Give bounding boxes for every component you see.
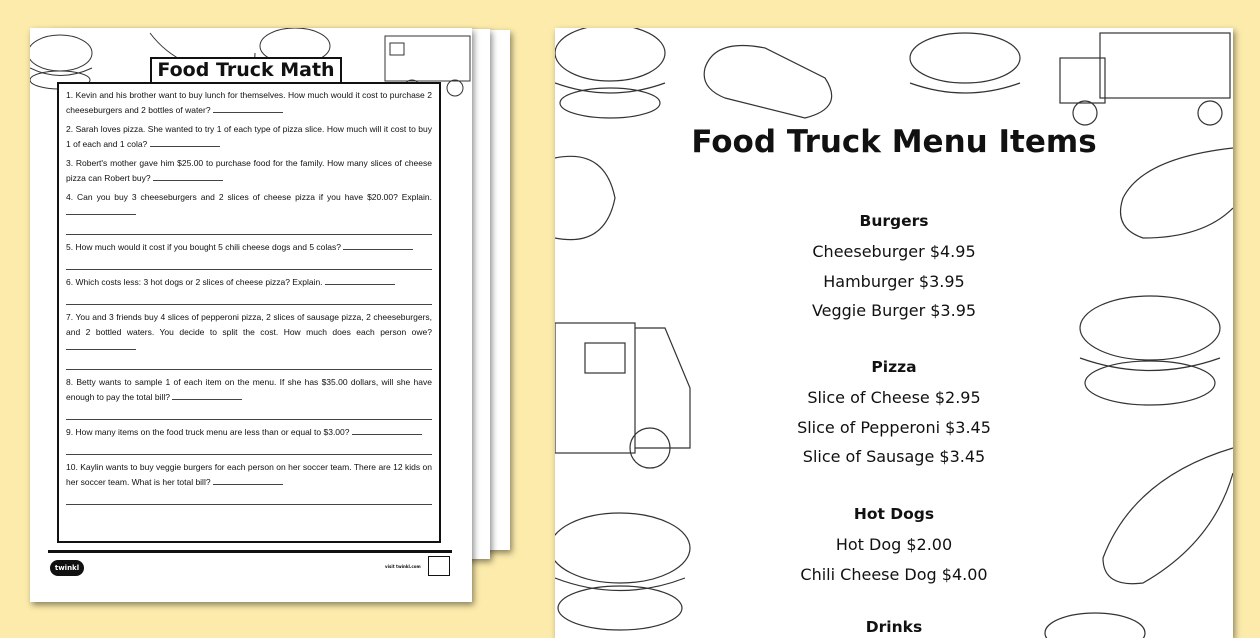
question-text: 8. Betty wants to sample 1 of each item on the menu. If she has $35.00 dollars, will she have enough to pay the total bill? <box>66 377 432 402</box>
menu-section <box>555 505 1233 589</box>
question-text: 2. Sarah loves pizza. She wanted to try 1 of each type of pizza slice. How much will it cost to buy 1 of each and 1 cola? <box>66 124 432 149</box>
menu-section <box>555 358 1233 472</box>
answer-line[interactable] <box>172 392 242 400</box>
menu-section-heading: Burgers <box>859 212 929 230</box>
question-item <box>66 122 432 152</box>
answer-line[interactable] <box>66 224 432 235</box>
menu-item: Chili Cheese Dog $4.00 <box>800 564 988 584</box>
menu-item: Slice of Cheese $2.95 <box>807 388 981 407</box>
question-item <box>66 156 432 186</box>
footer-badge-icon <box>428 556 450 576</box>
menu-section-heading: Drinks <box>865 618 923 636</box>
twinkl-logo: twinkl <box>50 560 84 576</box>
answer-line[interactable] <box>66 409 432 420</box>
answer-line[interactable] <box>66 207 136 215</box>
question-text: 7. You and 3 friends buy 4 slices of pepperoni pizza, 2 slices of sausage pizza, 2 cheeseburgers, and 2 bottled waters. You decide to split the cost. How much does each person owe? <box>66 312 432 337</box>
answer-line[interactable] <box>66 294 432 305</box>
menu-item: Cheeseburger $4.95 <box>812 242 976 261</box>
question-text: 1. Kevin and his brother want to buy lunch for themselves. How much would it cost to purchase 2 cheeseburgers and 2 bottles of water? <box>66 90 432 115</box>
burger-icon <box>555 28 665 118</box>
question-item <box>66 425 432 455</box>
question-text: 6. Which costs less: 3 hot dogs or 2 slices of cheese pizza? Explain. <box>66 277 323 287</box>
answer-line[interactable] <box>66 359 432 370</box>
footer-visit-text: visit twinkl.com <box>385 564 421 569</box>
question-item <box>66 375 432 420</box>
question-item <box>66 460 432 505</box>
menu-title: Food Truck Menu Items <box>691 124 1097 160</box>
answer-line[interactable] <box>213 105 283 113</box>
food-truck-icon <box>1060 33 1230 125</box>
burger-icon <box>910 33 1020 93</box>
answer-line[interactable] <box>325 277 395 285</box>
answer-line[interactable] <box>66 494 432 505</box>
answer-line[interactable] <box>150 139 220 147</box>
question-text: 5. How much would it cost if you bought 5 chili cheese dogs and 5 colas? <box>66 242 341 252</box>
burger-icon <box>30 35 92 89</box>
question-item <box>66 275 432 305</box>
question-text: 3. Robert's mother gave him $25.00 to purchase food for the family. How many slices of cheese pizza can Robert buy? <box>66 158 432 183</box>
question-item <box>66 190 432 235</box>
question-item <box>66 240 432 270</box>
menu-item: Hot Dog $2.00 <box>835 535 953 554</box>
questions-box <box>57 82 441 543</box>
answer-line[interactable] <box>66 342 136 350</box>
question-text: 4. Can you buy 3 cheeseburgers and 2 slices of cheese pizza if you have $20.00? Explain. <box>66 192 432 202</box>
answer-line[interactable] <box>352 427 422 435</box>
answer-line[interactable] <box>66 259 432 270</box>
question-text: 9. How many items on the food truck menu are less than or equal to $3.00? <box>66 427 350 437</box>
menu-section <box>555 618 1233 638</box>
menu-page <box>555 28 1233 638</box>
answer-line[interactable] <box>343 242 413 250</box>
answer-line[interactable] <box>153 173 223 181</box>
menu-item: Hamburger $3.95 <box>823 271 965 291</box>
hotdog-icon <box>704 46 831 119</box>
menu-section-heading: Hot Dogs <box>853 505 935 523</box>
worksheet-page <box>30 28 472 602</box>
menu-section-heading: Pizza <box>871 358 917 376</box>
menu-section <box>555 212 1233 326</box>
worksheet-title: Food Truck Math <box>150 57 342 84</box>
menu-item: Veggie Burger $3.95 <box>811 301 977 320</box>
question-item <box>66 310 432 370</box>
question-text: 10. Kaylin wants to buy veggie burgers for each person on her soccer team. There are 12 kids on her soccer team. What is her total bill? <box>66 462 432 487</box>
menu-item: Slice of Sausage $3.45 <box>802 447 986 466</box>
menu-item: Slice of Pepperoni $3.45 <box>797 417 991 437</box>
answer-line[interactable] <box>213 477 283 485</box>
footer-divider <box>48 550 452 553</box>
answer-line[interactable] <box>66 444 432 455</box>
question-item <box>66 88 432 118</box>
